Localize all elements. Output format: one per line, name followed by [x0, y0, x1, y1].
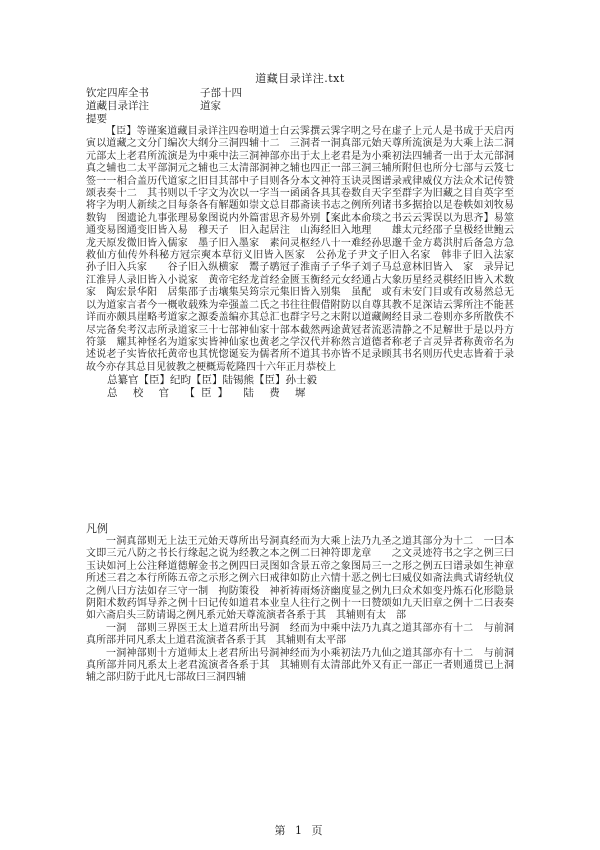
fanli-paragraph-1: 一洞真部则无上法王元始天尊所出号洞真经而为大乘上法乃九圣之道其部分为十二 一曰本文即三元八防之书长行缘起之说为经教之本之例二曰神符即龙章 之文灵迹符书之字之例三曰玉诀如河上公注释道德解金书之例四曰灵图如含景五帝之象图局三一之形之例五曰谱录如生神章所述三君之本行所陈五帝之示形之例六曰戒律如防止六情十恶之例七曰威仪如斋法典式请经轨仪之例八曰方法如存三守一制 拘防策役 神祈祷雨炀济幽度显之例九曰众术如变丹炼石化形隐景阴阳术数药饵导养之例十曰记传如道君本业皇人往行之例十一曰赞颂如九天旧章之例十二曰表奏如六斋启头三防请谒之例凡系元始天尊流演者各系于其 其辅则有太 部 — [86, 536, 514, 622]
abstract-paragraph: 【臣】等谨案道藏目录详注四卷明道士白云霁撰云霁字明之号在虚子上元人是书成于天启丙寅以道藏之文分门编次大纲分三洞四辅十二 三洞者一洞真部元始天尊所流演是为大乘上法二洞元部太上老君所流演是为中乘中法三洞神部亦出于太上老君是为小乘初法四辅者一出于太元部洞真之辅也二太平部洞元之辅也三太清部洞神之辅也四正一部三洞三辅所附但也所分七部与云笈七签一一相合盖历代道家之旧目其部中子目则各分本文神符玉诀灵图谱录戒律威仪方法众术记传赞颂表奏十二 其书则以千字文为次以一字当一函函各具其卷数自天字至群字为旧藏之目自英字至将字为明人新续之目每条各有解题如崇文总目郡斋读书志之例所列诸书多据拾以足卷帙如刘牧易数钩 图遗论九事张理易象图说内外篇雷思齐易外别【案此本俞琰之书云云霁误以为思齐】易筮通变易图通变旧皆入易 穆天子 旧入起居注 山海经旧入地理 雄太元经邵子皇极经世鲍云龙天原发微旧皆入儒家 墨子旧入墨家 素问灵枢经八十一难经孙思邈千金方葛洪肘后备急方急救仙方仙传外科秘方冠宗奭本草衍义旧皆入医家 公孙龙子尹文子旧入名家 韩非子旧入法家 孙子旧入兵家 谷子旧入纵横家 鬻子鹖冠子淮南子子华子刘子马总意林旧皆入 家 录异记江淮异人录旧皆入小说家 黄帝宅经龙首经金匮玉衡经元女经通占大象历星经灵棋经旧皆入术数家 陶宏景华阳 居集邵子击壤集吴筠宗元集旧皆入别集 虽配 或有未安门目或有改易然总无以为道家言者今一概收载殊为牵强盖二氏之书往往假借附防以自尊其教不足深诘云霁所注不能甚详而亦颇具崖略考道家之源委盖编亦其总汇也群字号之末附以道藏阙经目录二卷则亦多所散佚不尽完备矣考汉志所录道家三十七部神仙家十部本截然两途黄冠者流恶清静之不足解世于是以丹方符箓 耀其神怪名为道家实皆神仙家也黄老之学汉代并称然言道德者称老子言灵异者称黄帝名为述说老子实皆依托黄帝也其恍惚诞妄为儒者所不道其书亦皆不足录顾其书名则历代史志皆着于录故今亦存其总目见彼教之梗概焉乾隆四十六年正月恭校上 — [86, 126, 524, 373]
fanli-block — [86, 536, 514, 685]
meta-abstract-label: 提要 — [86, 113, 107, 125]
compilers-line: 总纂官【臣】纪昀【臣】陆锡熊【臣】孙士毅 — [107, 374, 317, 387]
meta-row-2 — [86, 100, 221, 113]
meta-book-school: 道家 — [200, 100, 221, 112]
fanli-paragraph-3: 一洞神部则十方道师太上老君所出号洞神经而为小乘初法乃九仙之道其部亦有十二 与前洞真所部并同凡系太上老君流演者各系于其 其辅则有太清部此外又有正一部正一者则通贯已上洞辅之部归防于此凡七部故曰三洞四辅 — [86, 647, 514, 684]
page-number: 第 1 页 — [274, 824, 326, 837]
meta-book-series: 钦定四库全书 — [86, 87, 149, 99]
meta-book-category: 子部十四 — [200, 87, 242, 99]
proofreader-line: 总 校 官 【臣】 陆 费 墀 — [107, 387, 312, 400]
meta-row-1 — [86, 87, 242, 100]
abstract-block — [86, 126, 524, 400]
meta-book-title: 道藏目录详注 — [86, 100, 149, 112]
meta-row-3 — [86, 113, 107, 126]
fanli-paragraph-2: 一洞 部则三界医王太上道君所出号洞 经而为中乘中法乃九真之道其部亦有十二 与前洞真所部并同凡系太上道君流演者各系于其 其辅则有太平部 — [86, 622, 514, 647]
file-title: 道藏目录详注.txt — [255, 72, 345, 85]
fanli-heading: 凡例 — [86, 522, 108, 535]
